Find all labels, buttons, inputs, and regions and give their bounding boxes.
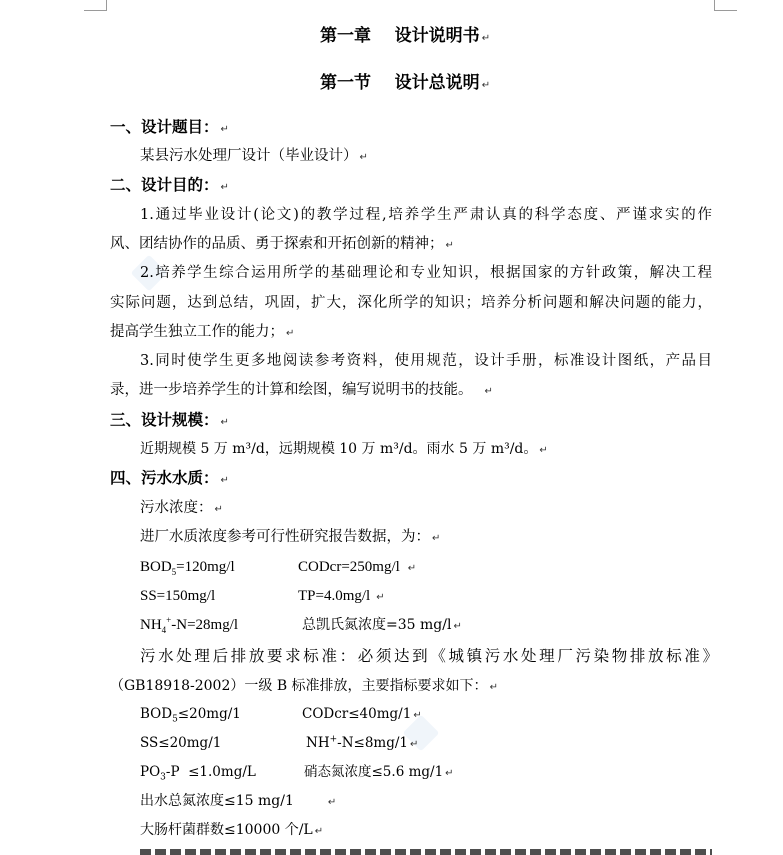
effluent-bod: $BOD_5\le 20mg/1$: [140, 706, 241, 725]
concentration-label: 污水浓度： ↵: [140, 500, 223, 516]
purpose-2-line-3: 提高学生独立工作的能力； ↵: [110, 324, 295, 340]
influent-nh4: $NH_4^+-N=28mg/l$: [140, 615, 239, 635]
heading-design-scale: 三、设计规模： ↵: [110, 410, 229, 429]
purpose-3-line-2: 录，进一步培养学生的计算和绘图，编写说明书的技能。 ↵: [110, 382, 493, 398]
effluent-ss: SS≤20mg/1: [140, 735, 222, 751]
effluent-cod: CODcr≤40mg/1 ↵: [302, 706, 422, 722]
cut-off-next-line: [140, 849, 712, 855]
effluent-po3: $PO_3-P \le 1.0mg/L$: [140, 764, 256, 783]
influent-bod: $BOD_5=120mg/l$: [140, 559, 235, 577]
influent-tp: TP=4.0mg/l ↵: [298, 588, 385, 604]
purpose-1-line-1: 1.通过毕业设计(论文)的教学过程,培养学生严肃认真的科学态度、严谨求实的作: [140, 207, 712, 223]
purpose-1-line-2: 风、团结协作的品质、勇于探索和开拓创新的精神； ↵: [110, 236, 454, 252]
effluent-nitrate: 硝态氮浓度≤5.6 mg/1 ↵: [304, 764, 454, 780]
effluent-coliform: 大肠杆菌群数≤10000 个/L ↵: [140, 822, 324, 838]
section-title: 第一节 设计总说明 ↵: [320, 73, 491, 93]
purpose-3-line-1: 3.同时使学生更多地阅读参考资料，使用规范，设计手册，标准设计图纸，产品目: [140, 353, 712, 369]
effluent-nh4: NH+-N≤8mg/1 ↵: [306, 734, 419, 751]
effluent-total-nitrogen: 出水总氮浓度≤15 mg/1 ↵: [140, 793, 337, 809]
chapter-title: 第一章 设计说明书 ↵: [320, 26, 491, 46]
standard-line-1: 污水处理后排放要求标准：必须达到《城镇污水处理厂污染物排放标准》: [140, 647, 718, 665]
purpose-2-line-1: 2.培养学生综合运用所学的基础理论和专业知识，根据国家的方针政策，解决工程: [140, 265, 712, 281]
concentration-intro: 进厂水质浓度参考可行性研究报告数据，为： ↵: [140, 529, 441, 545]
design-topic-text: 某县污水处理厂设计（毕业设计） ↵: [140, 148, 368, 164]
design-scale-text: 近期规模 5 万 m³/d，远期规模 10 万 m³/d。雨水 5 万 m³/d。 ↵: [140, 441, 548, 457]
heading-design-purpose: 二、设计目的： ↵: [110, 175, 229, 194]
heading-design-topic: 一、设计题目： ↵: [110, 117, 229, 136]
standard-line-2: （GB18918-2002）一级 B 标准排放，主要指标要求如下： ↵: [110, 678, 498, 694]
influent-cod: CODcr=250mg/l ↵: [298, 559, 417, 575]
purpose-2-line-2: 实际问题，达到总结，巩固，扩大，深化所学的知识；培养分析问题和解决问题的能力，: [110, 295, 712, 311]
page-corner-mark-right: [714, 0, 737, 11]
influent-tkn: 总凯氏氮浓度=35 mg/l ↵: [302, 617, 462, 633]
page-corner-mark-left: [84, 0, 107, 11]
influent-ss: SS=150mg/l: [140, 588, 216, 604]
heading-water-quality: 四、污水水质： ↵: [110, 468, 229, 487]
